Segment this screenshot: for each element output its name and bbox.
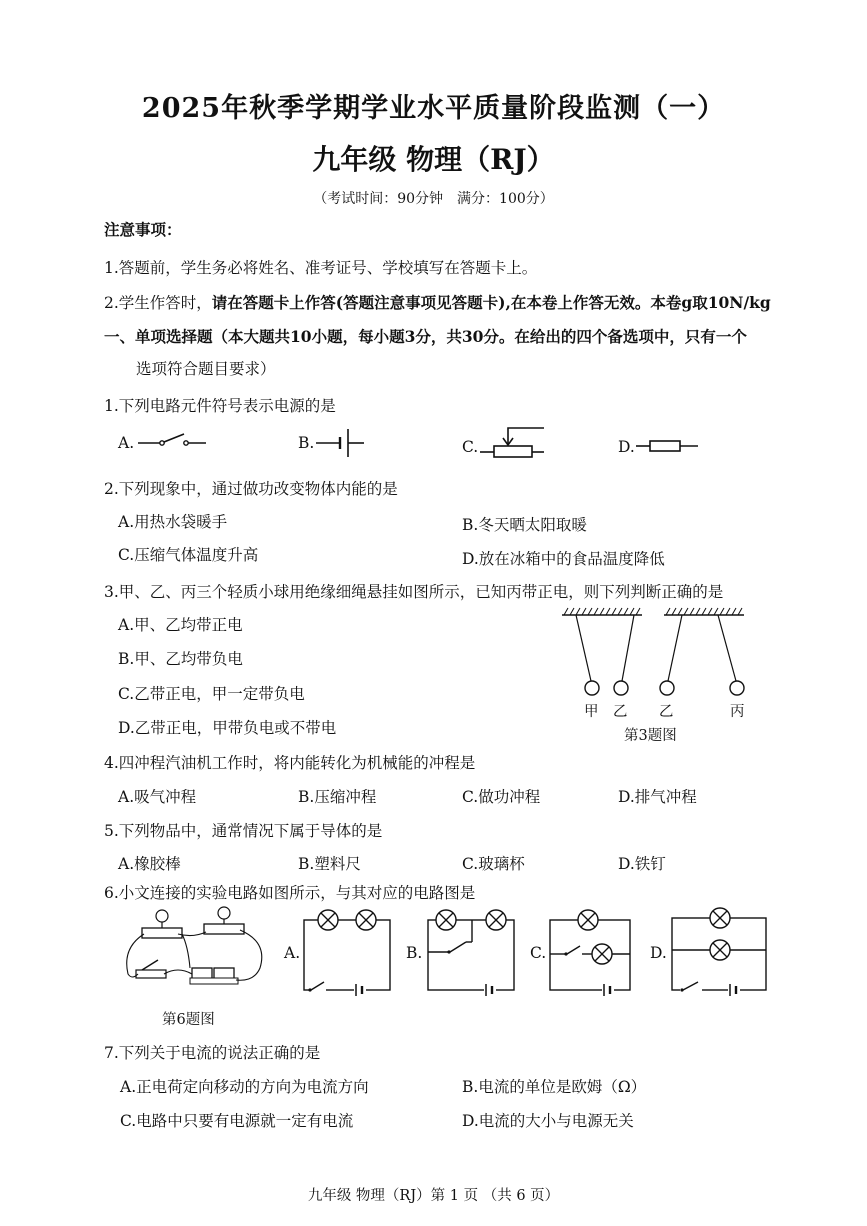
q3-label-yi-2: 乙 [659,704,674,720]
q1-option-a-label: A. [118,434,135,452]
q6-option-d-circuit [668,900,772,1000]
q5-option-d: D.铁钉 [618,855,666,873]
q1-stem: 1.下列电路元件符号表示电源的是 [104,397,336,415]
q3-label-bing: 丙 [730,704,745,720]
q1-option-d [618,438,635,456]
q6-option-b [406,944,422,962]
exam-info: （考试时间：90分钟 满分：100分） [313,191,554,207]
q7-option-b: B.电流的单位是欧姆（Ω） [462,1078,647,1096]
q1-option-c [462,438,478,456]
q6-option-c-label: C. [530,944,547,962]
q5-stem: 5.下列物品中，通常情况下属于导体的是 [104,822,383,840]
note-item-1: 1.答题前，学生务必将姓名、准考证号、学校填写在答题卡上。 [104,259,538,277]
q3-label-jia: 甲 [584,704,599,720]
q5-option-a: A.橡胶棒 [118,855,181,873]
notes-heading: 注意事项： [104,220,182,239]
q4-option-b: B.压缩冲程 [298,788,377,806]
note-item-2-prefix: 2.学生作答时， [104,294,212,312]
q6-stem: 6.小文连接的实验电路如图所示，与其对应的电路图是 [104,884,476,902]
q1-option-a [118,434,134,452]
q3-option-a: A.甲、乙均带正电 [118,616,243,634]
q5-option-c: C.玻璃杯 [462,855,525,873]
note-item-2-bold: 请在答题卡上作答(答题注意事项见答题卡),在本卷上作答无效。本卷g取10N/kg [211,293,771,312]
q7-option-d: D.电流的大小与电源无关 [462,1112,634,1130]
q6-physical-circuit [118,908,278,1003]
q3-stem: 3.甲、乙、丙三个轻质小球用绝缘细绳悬挂如图所示，已知丙带正电，则下列判断正确的是 [104,583,724,601]
q1-option-c-label: C. [462,438,479,456]
q2-option-a: A.用热水袋暖手 [118,513,228,531]
rheostat-symbol-icon [480,426,546,460]
q6-option-d [650,944,667,962]
page-subtitle: 九年级 物理（RJ） [312,143,555,176]
note-item-2 [104,291,771,313]
page-footer: 九年级 物理（RJ）第 1 页 （共 6 页） [307,1188,560,1204]
q1-option-b [298,434,314,452]
q2-option-c: C.压缩气体温度升高 [118,546,259,564]
q1-option-d-label: D. [618,438,635,456]
q6-option-a-circuit [298,906,398,998]
q3-option-c: C.乙带正电，甲一定带负电 [118,685,305,703]
q7-stem: 7.下列关于电流的说法正确的是 [104,1044,321,1062]
q7-option-c: C.电路中只要有电源就一定有电流 [120,1112,354,1130]
q5-option-b: B.塑料尺 [298,855,361,873]
q3-option-d: D.乙带正电，甲带负电或不带电 [118,719,337,737]
q2-stem: 2.下列现象中，通过做功改变物体内能的是 [104,480,398,498]
q2-option-b: B.冬天晒太阳取暖 [462,516,587,534]
switch-symbol-icon [138,432,208,452]
q3-option-b: B.甲、乙均带负电 [118,650,243,668]
q4-option-d: D.排气冲程 [618,788,697,806]
section-heading: 一、单项选择题（本大题共10小题，每小题3分，共30分。在给出的四个备选项中，只有一个 [104,327,747,346]
section-heading-cont: 选项符合题目要求） [136,360,276,378]
q6-caption: 第6题图 [162,1012,215,1028]
q4-option-a: A.吸气冲程 [118,788,197,806]
q3-figure-hanging-balls [560,605,760,715]
q6-option-c-circuit [546,906,646,998]
q6-option-d-label: D. [650,944,667,962]
q4-option-c: C.做功冲程 [462,788,541,806]
q6-option-c [530,944,546,962]
q6-option-b-label: B. [406,944,423,962]
q3-caption: 第3题图 [624,728,677,744]
q1-option-b-label: B. [298,434,315,452]
cell-symbol-icon [316,428,366,458]
q7-option-a: A.正电荷定向移动的方向为电流方向 [120,1078,369,1096]
q4-stem: 4.四冲程汽油机工作时，将内能转化为机械能的冲程是 [104,754,476,772]
q6-option-a-label: A. [284,944,301,962]
page-title: 2025年秋季学期学业水平质量阶段监测（一） [141,93,726,124]
resistor-symbol-icon [636,436,700,456]
q6-option-b-circuit [422,906,522,998]
q2-option-d: D.放在冰箱中的食品温度降低 [462,550,665,568]
q3-label-yi-1: 乙 [613,704,628,720]
